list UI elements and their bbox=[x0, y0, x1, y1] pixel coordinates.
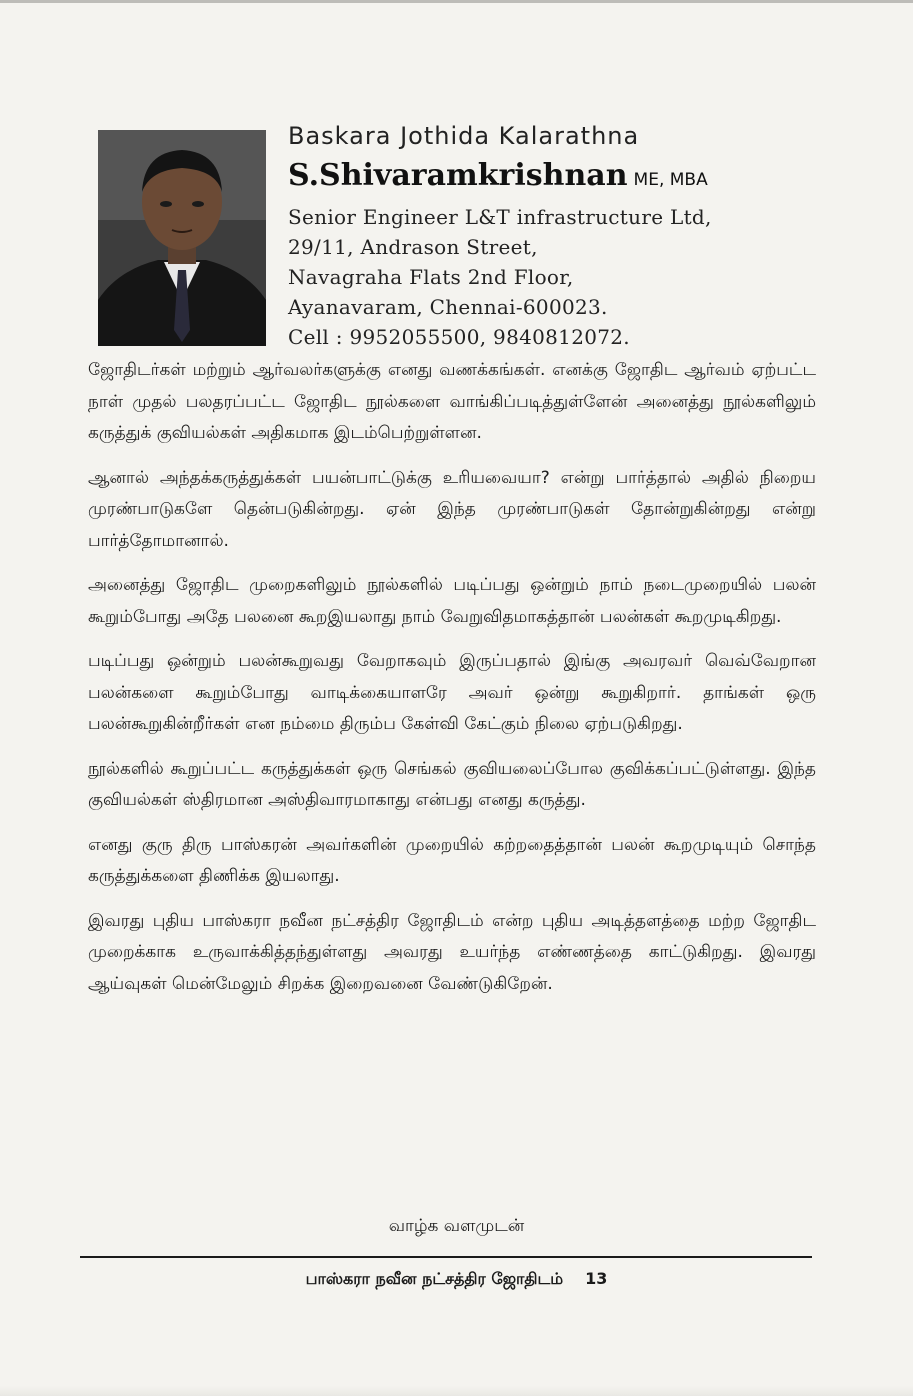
address-street: 29/11, Andrason Street, bbox=[288, 235, 538, 259]
address-city: Ayanavaram, Chennai-600023. bbox=[288, 295, 608, 319]
article-body bbox=[88, 355, 816, 1013]
page-number: 13 bbox=[585, 1269, 608, 1288]
closing-greeting: வாழ்க வளமுடன் bbox=[388, 1216, 525, 1236]
author-details bbox=[288, 118, 818, 352]
paragraph: படிப்பது ஒன்றும் பலன்கூறுவது வேறாகவும் இருப்பதால் இங்கு அவரவர் வெவ்வேறான பலன்களை கூறும்போது வாடிக்கையாளரே அவர் ஒன்று கூறுகிறார். தாங்கள் ஒரு பலன்கூறுகின்றீர்கள் என நம்மை திரும்ப கேள்வி கேட்கும் நிலை ஏற்படுகிறது. bbox=[88, 651, 816, 734]
address-building: Navagraha Flats 2nd Floor, bbox=[288, 265, 574, 289]
paragraph: இவரது புதிய பாஸ்கரா நவீன நட்சத்திர ஜோதிடம் என்ற புதிய அடித்தளத்தை மற்ற ஜோதிட முறைக்காக உருவாக்கித்தந்துள்ளது அவரது உயர்ந்த எண்ணத்தை காட்டுகிறது. இவரது ஆய்வுகள் மென்மேலும் சிறக்க இறைவனை வேண்டுகிறேன். bbox=[88, 910, 816, 994]
contact-phone: Cell : 9952055500, 9840812072. bbox=[288, 325, 630, 349]
top-edge-rule bbox=[0, 0, 913, 3]
author-header bbox=[98, 118, 818, 350]
paragraph: ஜோதிடர்கள் மற்றும் ஆர்வலர்களுக்கு எனது வணக்கங்கள். எனக்கு ஜோதிட ஆர்வம் ஏற்பட்ட நாள் முதல் பலதரப்பட்ட ஜோதிட நூல்களை வாங்கிப்படித்துள்ளேன் அனைத்து நூல்களிலும் கருத்துக் குவியல்கள் அதிகமாக இடம்பெற்றுள்ளன. bbox=[88, 360, 816, 443]
page-bottom-edge bbox=[0, 1386, 913, 1396]
author-degrees: ME, MBA bbox=[633, 170, 708, 190]
footer-divider bbox=[80, 1256, 812, 1258]
paragraph: எனது குரு திரு பாஸ்கரன் அவர்களின் முறையில் கற்றதைத்தான் பலன் கூறமுடியும் சொந்த கருத்துக்களை திணிக்க இயலாது. bbox=[88, 834, 816, 886]
paragraph: நூல்களில் கூறுப்பட்ட கருத்துக்கள் ஒரு செங்கல் குவியலைப்போல குவிக்கப்பட்டுள்ளது. இந்த குவியல்கள் ஸ்திரமான அஸ்திவாரமாகாது என்பது எனது கருத்து. bbox=[88, 758, 816, 810]
author-name: S.Shivaramkrishnan bbox=[288, 158, 628, 193]
page-footer bbox=[0, 1266, 913, 1292]
author-honorific-title: Baskara Jothida Kalarathna bbox=[288, 122, 640, 150]
paragraph: அனைத்து ஜோதிட முறைகளிலும் நூல்களில் படிப்பது ஒன்றும் நாம் நடைமுறையில் பலன் கூறும்போது அதே பலனை கூறஇயலாது நாம் வேறுவிதமாகத்தான் பலன்கள் கூறமுடிகிறது. bbox=[88, 575, 816, 627]
author-designation: Senior Engineer L&T infrastructure Ltd, bbox=[288, 205, 712, 229]
author-photo bbox=[98, 130, 266, 346]
book-title: பாஸ்கரா நவீன நட்சத்திர ஜோதிடம் bbox=[305, 1269, 564, 1288]
paragraph: ஆனால் அந்தக்கருத்துக்கள் பயன்பாட்டுக்கு உரியவையா? என்று பார்த்தால் அதில் நிறைய முரண்பாடுகளே தென்படுகின்றது. ஏன் இந்த முரண்பாடுகள் தோன்றுகின்றது என்று பார்த்தோமானால். bbox=[88, 467, 816, 551]
author-name-line bbox=[288, 154, 818, 202]
person-portrait-icon bbox=[98, 130, 266, 346]
